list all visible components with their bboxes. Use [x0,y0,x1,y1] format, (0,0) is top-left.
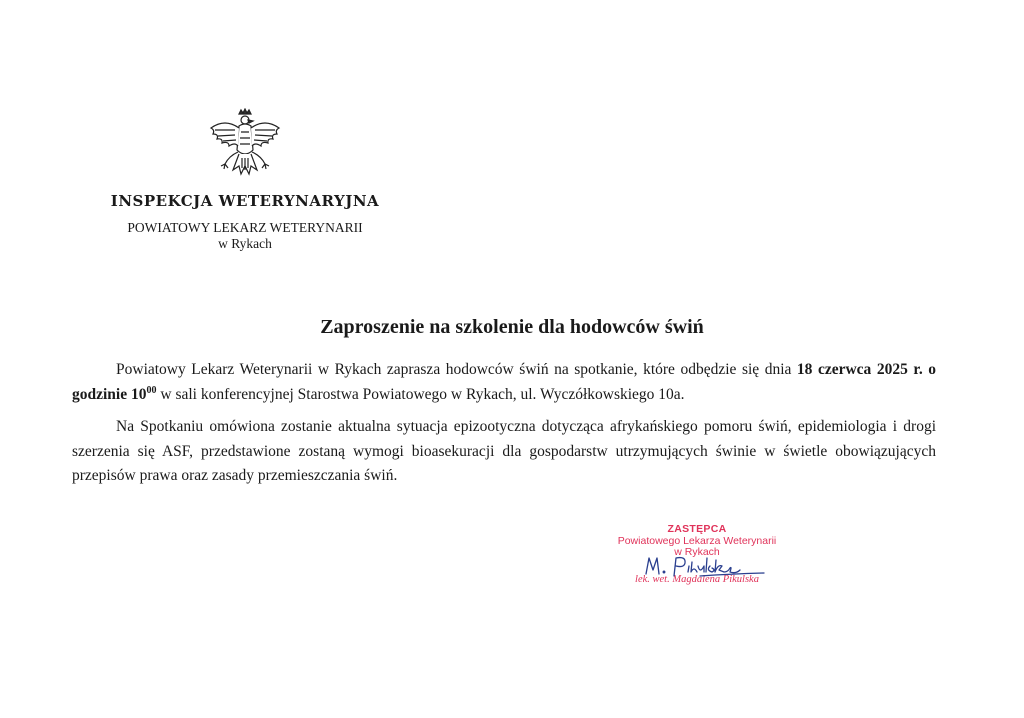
office-name: POWIATOWY LEKARZ WETERYNARII [127,220,363,235]
stamp-role: ZASTĘPCA [667,523,727,535]
paragraph-invitation-text-a: Powiatowy Lekarz Weterynarii w Rykach zaprasza hodowców świń na spotkanie, które odbędzie się dnia [116,361,797,378]
paragraph-agenda: Na Spotkaniu omówiona zostanie aktualna sytuacja epizootyczna dotycząca afrykańskiego pomoru świń, epidemiologia i drogi szerzenia się ASF, przedstawione zostaną wymogi bioasekuracji dla gospodarstw utrzymujących świnie w świetle obowiązujących przepisów prawa oraz zasady przemieszczania świń. [72,418,936,484]
document-body [72,358,936,497]
handwritten-signature-icon [640,552,770,582]
meeting-date: 18 czerwca 2025 r. o godzinie 10 [72,361,936,403]
stamp-organization: Powiatowego Lekarza Weterynarii [617,535,777,547]
paragraph-invitation-text-b: w sali konferencyjnej Starostwa Powiatowego w Rykach, ul. Wyczółkowskiego 10a. [156,385,685,403]
polish-eagle-emblem-icon [205,108,285,190]
stamp-location: w Rykach [674,546,720,558]
office-location: w Rykach [218,236,272,251]
paragraph-invitation [72,358,936,407]
stamp-signatory-name: lek. wet. Magdalena Pikulska [635,574,759,585]
document-title: Zaproszenie na szkolenie dla hodowców świń [320,316,704,338]
document-header [100,108,390,252]
meeting-time-minutes: 00 [146,384,157,396]
institution-name: INSPEKCJA WETERYNARYJNA [110,192,380,210]
